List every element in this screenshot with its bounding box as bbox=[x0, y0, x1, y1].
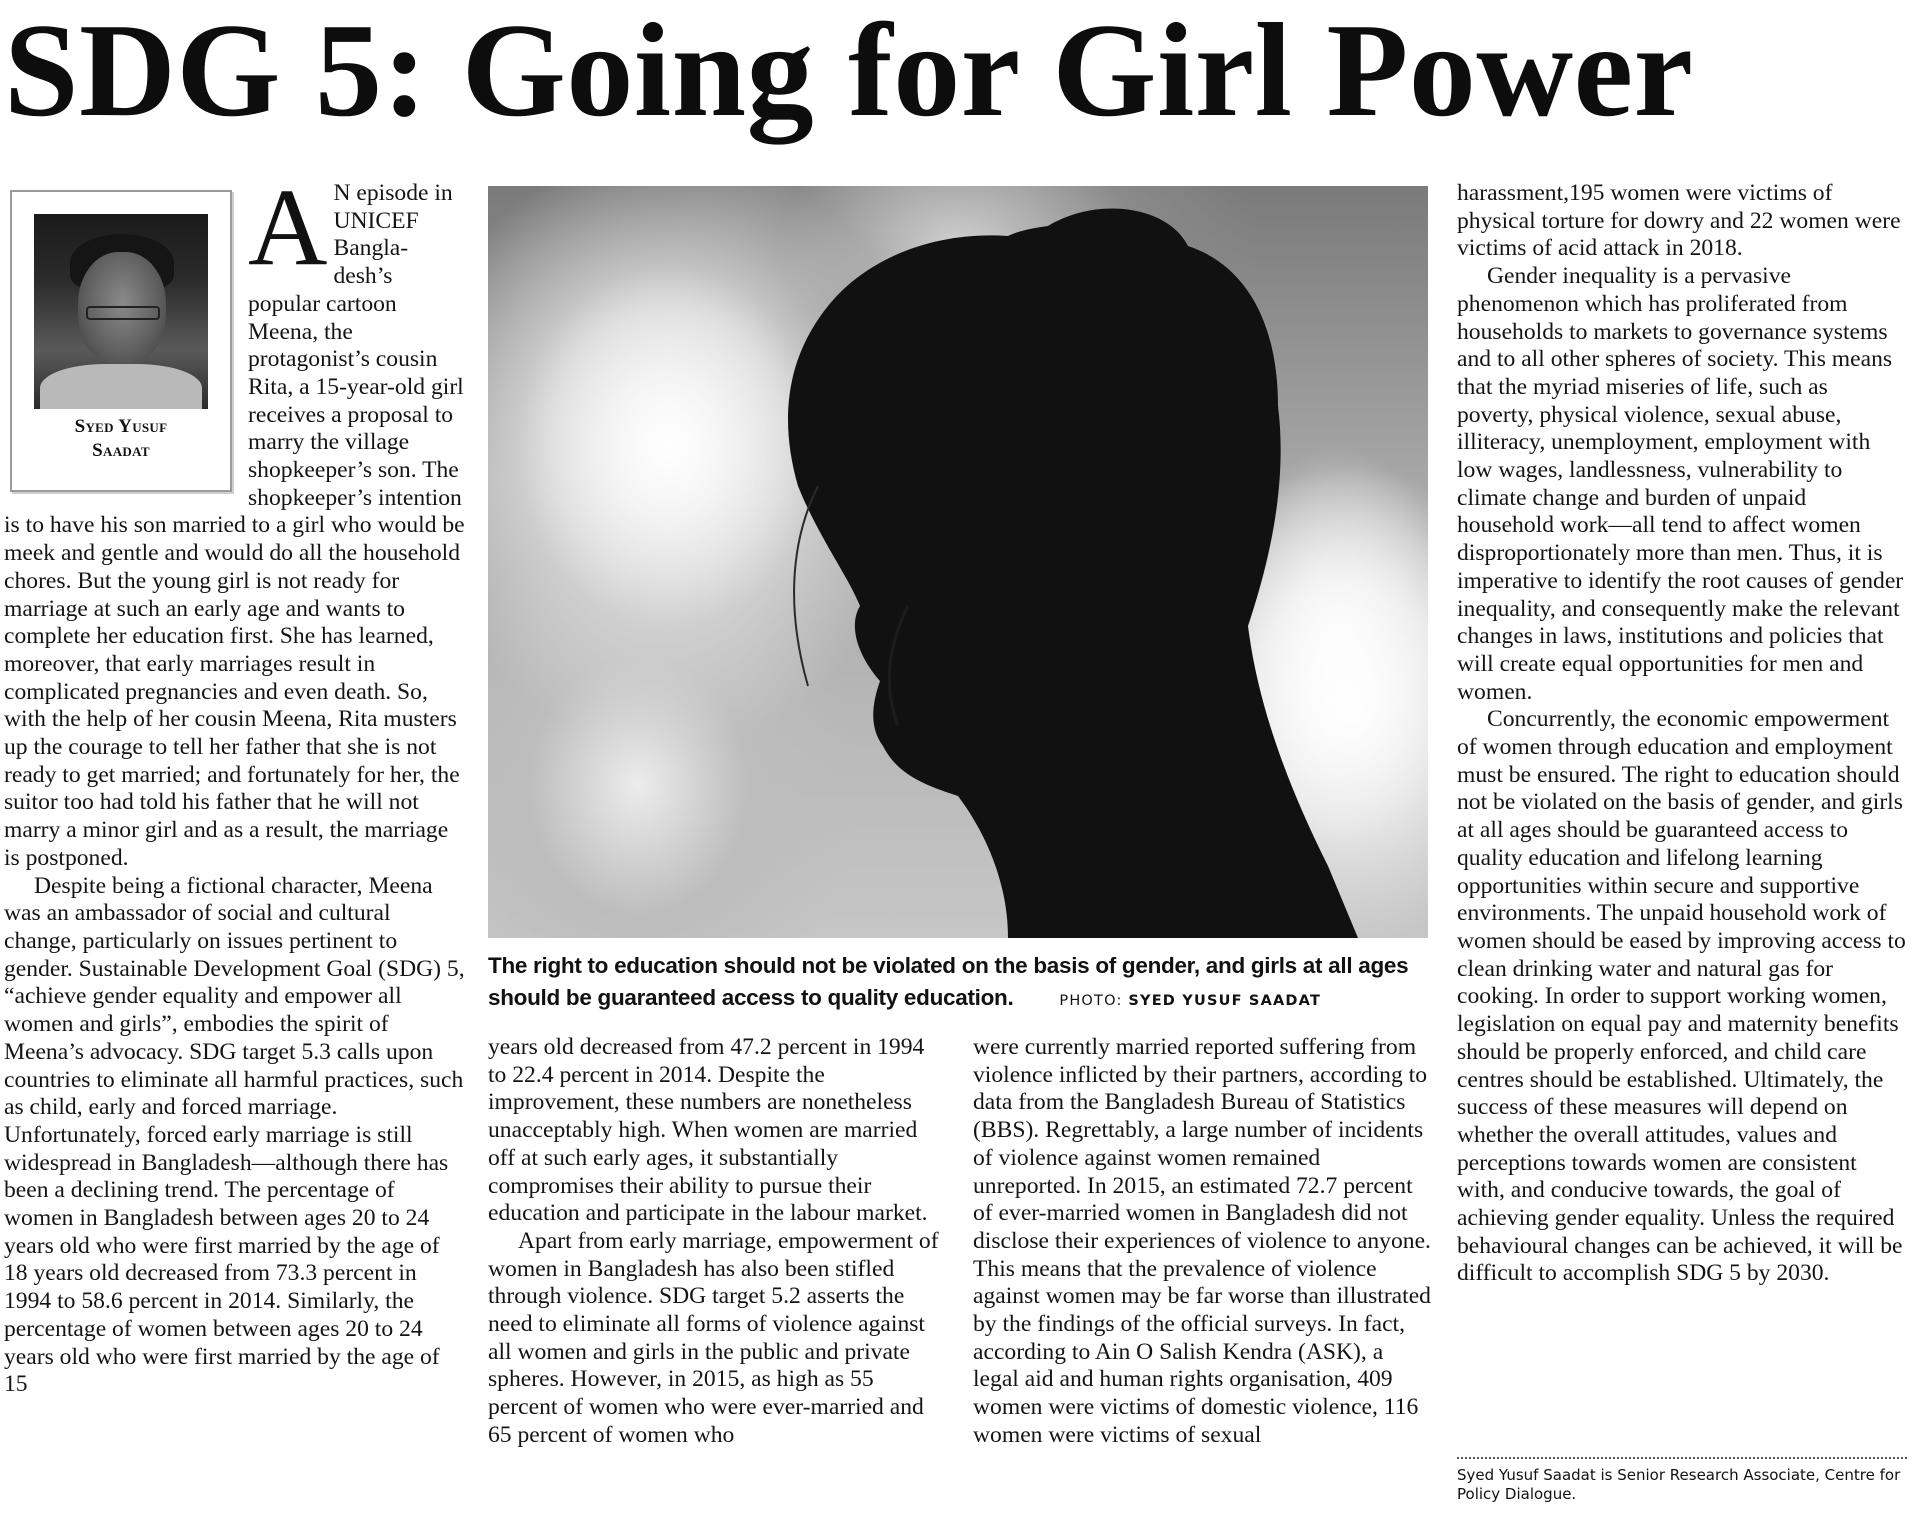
paragraph: Concurrently, the economic empowerment of women through education and employment must be ensured. The right to education should not be violated on the basis of gender, and girls at all ages should be guaranteed access to quality education and lifelong learning opportunities within secure and supportive environments. The unpaid household work of women should be eased by improving access to clean drinking water and natural gas for cooking. In order to support working women, legislation on equal pay and maternity benefits should be properly enforced, and child care centres should be established. Ultimately, the success of these measures will depend on whether the overall attitudes, values and perceptions towards women are consistent with, and conducive towards, the goal of achieving gender equality. Unless the required behavioural changes can be achieved, it will be difficult to accomplish SDG 5 by 2030. bbox=[1457, 706, 1906, 1287]
author-name-line2: Saadat bbox=[92, 440, 150, 461]
author-photo bbox=[34, 214, 208, 409]
photo-caption bbox=[488, 950, 1428, 1017]
drop-cap: A bbox=[248, 166, 328, 288]
paragraph: harassment,195 women were victims of physical torture for dowry and 22 women were victims of acid attack in 2018. bbox=[1457, 180, 1901, 262]
article-photo bbox=[488, 186, 1428, 938]
paragraph: were currently married reported suffering from violence inflicted by their partners, according to data from the Bangladesh Bureau of Statistics (BBS). Regrettably, a large number of incidents of violence against women remained unreported. In 2015, an estimated 72.7 percent of ever-married women in Bangladesh did not disclose their experiences of violence to anyone. This means that the prevalence of violence against women may be far worse than illustrated by the findings of the official surveys. In fact, according to Ain O Salish Kendra (ASK), a legal aid and human rights organisation, 409 women were victims of domestic violence, 116 women were victims of sexual bbox=[973, 1034, 1431, 1448]
silhouette-graphic bbox=[488, 186, 1428, 938]
photo-credit: PHOTO: SYED YUSUF SAADAT bbox=[1059, 993, 1322, 1009]
column-3 bbox=[973, 1034, 1431, 1450]
paragraph: Apart from early marriage, empowerment of women in Bangladesh has also been stifled through violence. SDG target 5.2 asserts the need to eliminate all forms of violence against all women and girls in the public and private spheres. However, in 2015, as high as 55 percent of women who were ever-married and 65 percent of women who bbox=[488, 1227, 939, 1448]
column-4 bbox=[1457, 180, 1909, 1288]
dotted-divider bbox=[1457, 1457, 1907, 1459]
author-bio: Syed Yusuf Saadat is Senior Research Associate, Centre for Policy Dialogue. bbox=[1457, 1466, 1901, 1503]
headline: SDG 5: Going for Girl Power bbox=[4, 0, 1694, 144]
paragraph: Despite being a fictional character, Meena was an ambassador of social and cultural change, particularly on issues pertinent to gender. Sustainable Development Goal (SDG) 5, “achieve gender equality and empower all women and girls”, embodies the spirit of Meena’s advocacy. SDG target 5.3 calls upon countries to eliminate all harmful practices, such as child, early and forced marriage. Unfortunately, forced early marriage is still widespread in Bangladesh—although there has been a declining trend. The percentage of women in Bangladesh between ages 20 to 24 years old who were first married by the age of 18 years old decreased from 73.3 percent in 1994 to 58.6 percent in 2014. Similarly, the percentage of women between ages 20 to 24 years old who were first married by the age of 15 bbox=[4, 872, 465, 1398]
author-name-line1: Syed Yusuf bbox=[74, 416, 168, 437]
photo-credit-name: SYED YUSUF SAADAT bbox=[1128, 993, 1322, 1009]
paragraph: years old decreased from 47.2 percent in 1994 to 22.4 percent in 2014. Despite the improvement, these numbers are nonetheless unacceptably high. When women are married off at such early ages, it substantially compromises their ability to pursue their education and participate in the labour market. bbox=[488, 1034, 928, 1227]
column-2 bbox=[488, 1034, 946, 1450]
column-1 bbox=[4, 166, 466, 1399]
paragraph: Gender inequality is a pervasive phenomenon which has proliferated from households to markets to governance systems and to all other spheres of society. This means that the myriad miseries of life, such as poverty, physical violence, sexual abuse, illiteracy, unemployment, employment with low wages, landlessness, vulnerability to climate change and burden of unpaid household work—all tend to affect women disproportionately more than men. Thus, it is imperative to identify the root causes of gender inequality, and consequently make the relevant changes in laws, institutions and policies that will create equal opportunities for men and women. bbox=[1457, 263, 1904, 705]
paragraph-text: N episode in UNICEF Bangla-desh’s popular cartoon Meena, the protagonist’s cousin Rita, a 15-year-old girl receives a proposal to marry the village shopkeeper’s son. The shopkeeper’s intention is to have his son married to a girl who would be meek and gentle and would do all the household chores. But the young girl is not ready for marriage at such an early age and wants to complete her education first. She has learned, moreover, that early marriages result in complicated pregnancies and even death. So, with the help of her cousin Meena, Rita musters up the courage to tell her father that she is not ready to get married; and fortunately for her, the suitor too had told his father that he will not marry a minor girl and as a result, the marriage is postponed. bbox=[4, 180, 465, 871]
caption-text: The right to education should not be violated on the basis of gender, and girls at all ages should be guaranteed access to quality education. bbox=[488, 953, 1409, 1010]
author-box bbox=[10, 190, 232, 492]
